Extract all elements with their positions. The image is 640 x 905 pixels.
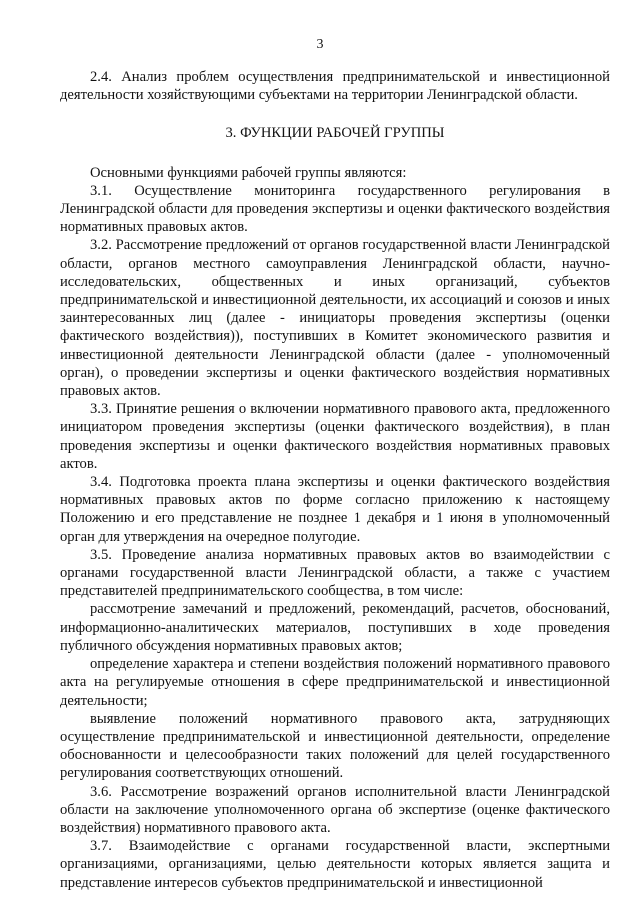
intro-item: 2.4. Анализ проблем осуществления предпринимательской и инвестиционной деятельности хозяйствующими субъектами на территории Ленинградской области. (60, 69, 610, 104)
paragraph: Основными функциями рабочей группы являются: (90, 164, 407, 181)
paragraph: выявление положений нормативного правового акта, затрудняющих осуществление предпринимательской и инвестиционной деятельности, определение обоснованности и целесообразности таких положений для целей государственного регулирования соответствующих отношений. (60, 710, 610, 782)
paragraph: 3.2. Рассмотрение предложений от органов государственной власти Ленинградской области, органов местного самоуправления Ленинградской области, научно-исследовательских, общественных и иных организаций, субъектов предпринимательской и инвестиционной деятельности, их ассоциаций и союзов и иных заинтересованных лиц (далее - инициаторы проведения экспертизы (оценки фактического воздействия)), поступивших в Комитет экономического развития и инвестиционной деятельности Ленинградской области (далее - уполномоченный орган), о проведении экспертизы и оценки фактического воздействия нормативных правовых актов. (60, 237, 610, 400)
paragraph: определение характера и степени воздействия положений нормативного правового акта на регулируемые отношения в сфере предпринимательской и инвестиционной деятельности; (60, 656, 610, 709)
paragraph: 3.3. Принятие решения о включении нормативного правового акта, предложенного инициатором проведения экспертизы (оценки фактического воздействия), в план проведения экспертизы и оценки фактического воздействия нормативных правовых актов. (60, 401, 610, 472)
paragraph: 3.7. Взаимодействие с органами государственной власти, экспертными организациями, организациями, целью деятельности которых является защита и представление интересов субъектов предпринимательской и инвестиционной (60, 838, 610, 891)
document-body (60, 68, 610, 892)
page-number: 3 (316, 37, 324, 52)
paragraph: 3.5. Проведение анализа нормативных правовых актов во взаимодействии с органами государственной власти Ленинградской области, а также с участием представителей предпринимательского сообщества, в том числе: (60, 546, 610, 600)
paragraph: 3.6. Рассмотрение возражений органов исполнительной власти Ленинградской области на заключение уполномоченного органа об экспертизе (оценке фактического воздействия) нормативного правового акта. (60, 783, 610, 836)
section-heading: 3. ФУНКЦИИ РАБОЧЕЙ ГРУППЫ (225, 125, 445, 142)
paragraph: рассмотрение замечаний и предложений, рекомендаций, расчетов, обоснований, информационно-аналитических материалов, поступивших в ходе проведения публичного обсуждения нормативных правовых актов; (60, 601, 610, 654)
paragraph: 3.1. Осуществление мониторинга государственного регулирования в Ленинградской области для проведения экспертизы и оценки фактического воздействия нормативных правовых актов. (60, 182, 610, 236)
paragraph: 3.4. Подготовка проекта плана экспертизы и оценки фактического воздействия нормативных правовых актов по форме согласно приложению к настоящему Положению и его представление не позднее 1 декабря и 1 июня в уполномоченный орган для утверждения на очередное полугодие. (60, 474, 610, 545)
